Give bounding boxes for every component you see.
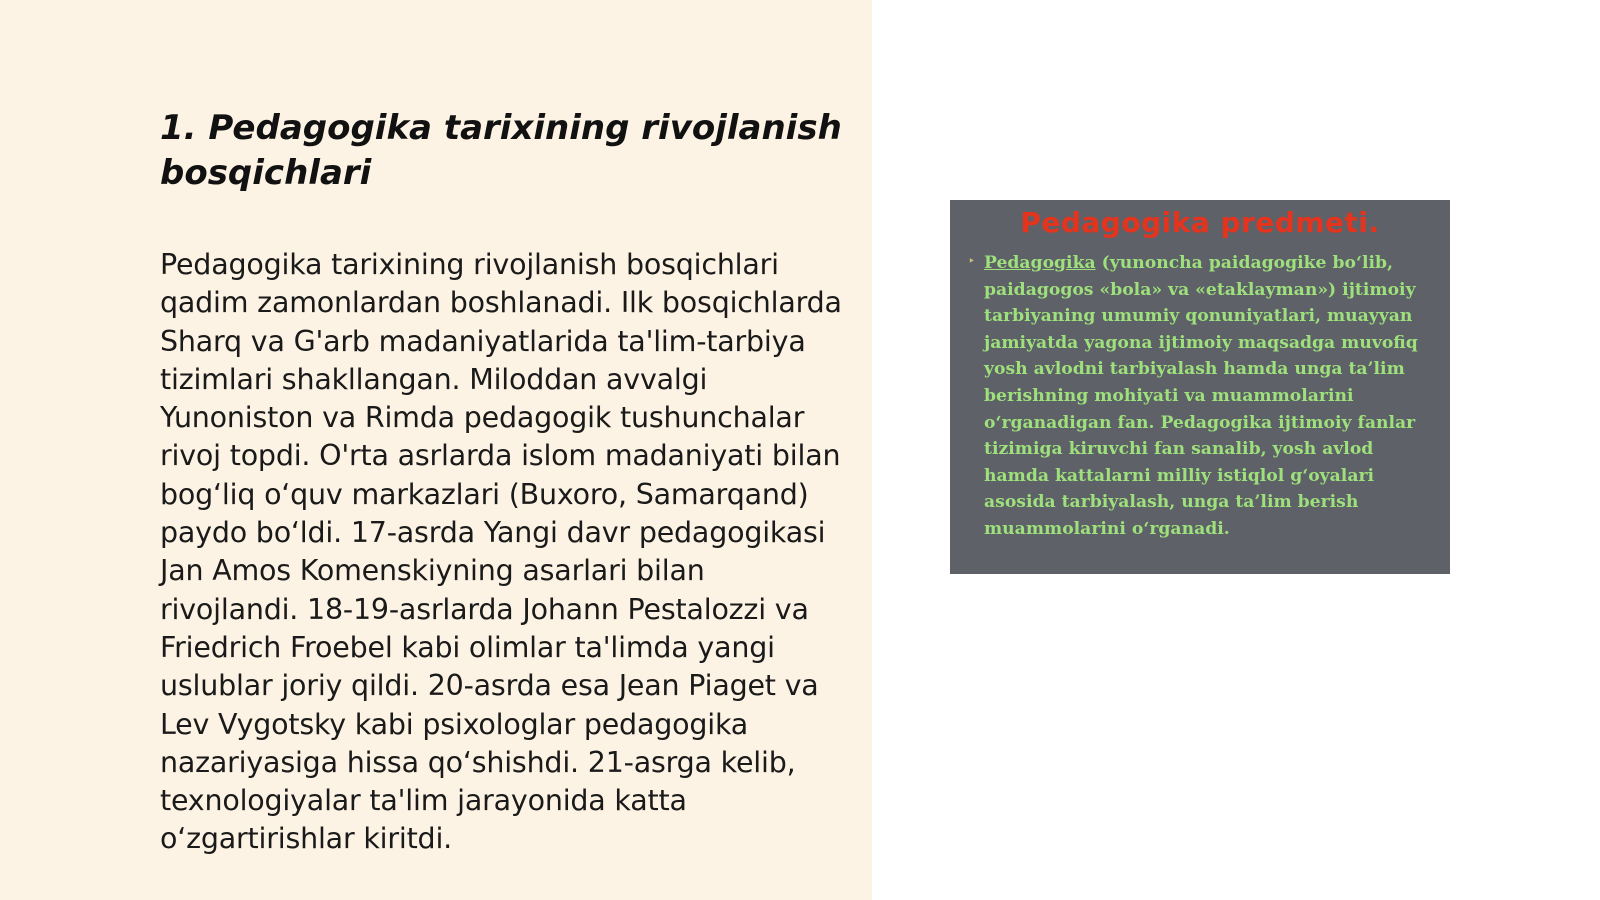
slide-title: 1. Pedagogika tarixining rivojlanish bosqichlari — [160, 108, 842, 193]
image-title: Pedagogika predmeti. — [1020, 206, 1380, 239]
image-body-text — [984, 250, 1436, 543]
pedagogika-image — [950, 200, 1450, 574]
image-definition: (yunoncha paidagogike bo‘lib, paidagogos «bola» va «etaklayman») ijtimoiy tarbiyaning umumiy qonuniyatlari, muayyan jamiyatda yagona ijtimoiy maqsadga muvofiq yosh avlodni tarbiyalash hamda unga ta’lim berishning mohiyati va muammolarini o‘rganadigan fan. Pedagogika ijtimoiy fanlar tizimiga kiruvchi fan sanalib, yosh avlod hamda kattalarni milliy istiqlol g‘oyalari asosida tarbiyalash, unga ta’lim berish muammolarini o‘rganadi. — [984, 253, 1418, 539]
slide-body-text: Pedagogika tarixining rivojlanish bosqichlari qadim zamonlardan boshlanadi. Ilk bosqichlarda Sharq va G'arb madaniyatlarida ta'lim-tarbiya tizimlari shakllangan. Miloddan avvalgi Yunoniston va Rimda pedagogik tushunchalar rivoj topdi. O'rta asrlarda islom madaniyati bilan bog‘liq o‘quv markazlari (Buxoro, Samarqand) paydo bo‘ldi. 17-asrda Yangi davr pedagogikasi Jan Amos Komenskiyning asarlari bilan rivojlandi. 18-19-asrlarda Johann Pestalozzi va Friedrich Froebel kabi olimlar ta'limda yangi uslublar joriy qildi. 20-asrda esa Jean Piaget va Lev Vygotsky kabi psixologlar pedagogika nazariyasiga hissa qo‘shishdi. 21-asrga kelib, texnologiyalar ta'lim jarayonida katta o‘zgartirishlar kiritdi. — [160, 248, 842, 856]
bullet-arrow-icon: ‣ — [968, 254, 976, 268]
image-term: Pedagogika — [984, 253, 1096, 273]
